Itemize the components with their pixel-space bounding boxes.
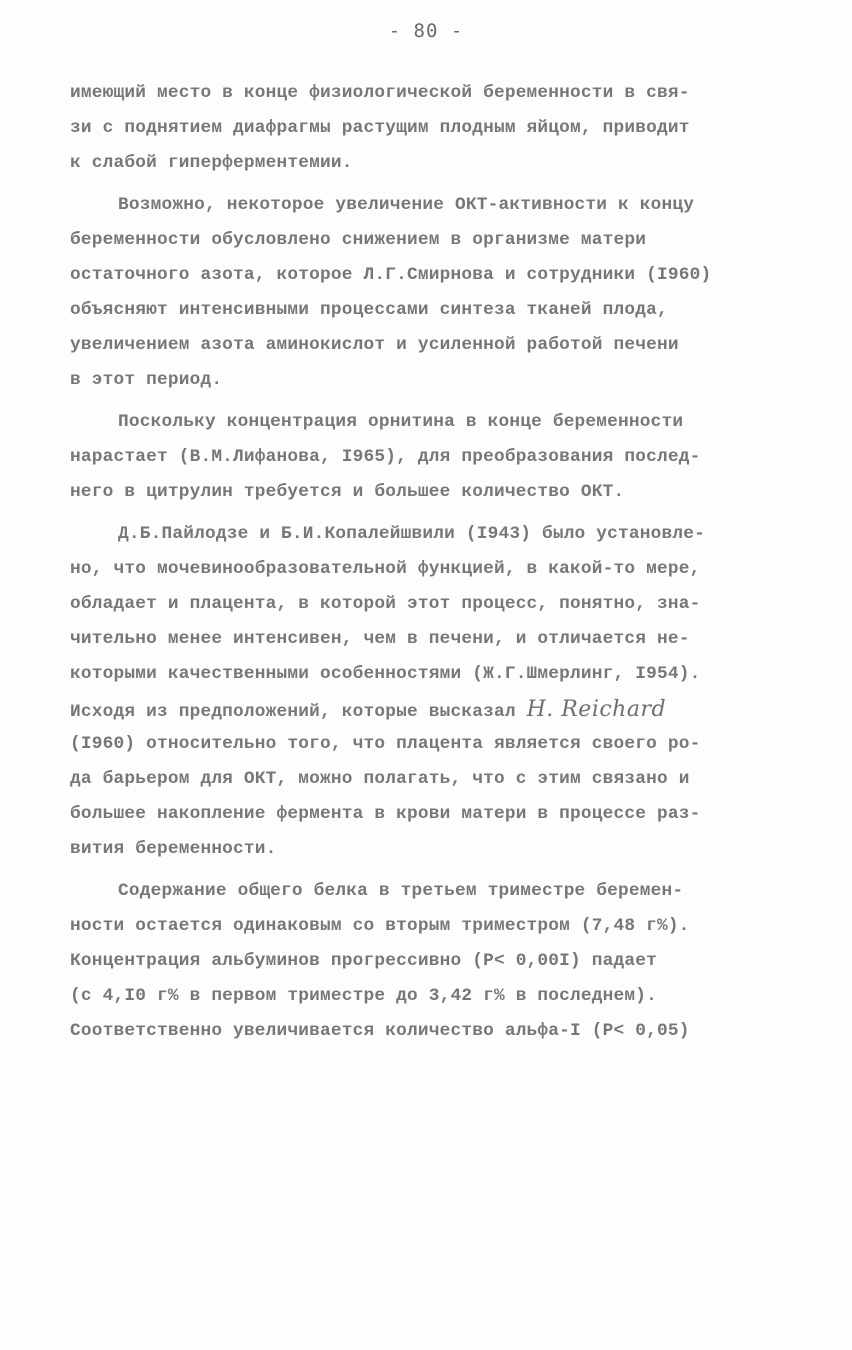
text-line: Д.Б.Пайлодзе и Б.И.Копалейшвили (I943) было установле- [118,524,706,544]
text-line-with-signature [70,692,790,727]
text-line: имеющий место в конце физиологической беременности в свя- [70,83,690,103]
text-line: к слабой гиперферментемии. [70,153,353,173]
text-line: но, что мочевинообразовательной функцией, в какой-то мере, [70,559,701,579]
text-line: большее накопление фермента в крови матери в процессе раз- [70,804,701,824]
text-line: Поскольку концентрация орнитина в конце беременности [118,412,684,432]
text-line: увеличением азота аминокислот и усиленной работой печени [70,335,679,355]
text-line: (с 4,I0 г% в первом триместре до 3,42 г% в последнем). [70,986,658,1006]
text-line: да барьером для ОКТ, можно полагать, что с этим связано и [70,769,690,789]
text-line: Содержание общего белка в третьем триместре беремен- [118,881,684,901]
text-line: ности остается одинаковым со вторым триместром (7,48 г%). [70,916,690,936]
text-line: нарастает (В.М.Лифанова, I965), для преобразования послед- [70,447,701,467]
body-text [70,76,790,1049]
text-line-start: Исходя из предположений, которые высказал [70,702,527,722]
handwritten-name: H. Reichard [526,697,667,722]
text-line: беременности обусловлено снижением в организме матери [70,230,647,250]
text-line: которыми качественными особенностями (Ж.Г.Шмерлинг, I954). [70,664,701,684]
text-line: Соответственно увеличивается количество альфа-I (P< 0,05) [70,1021,690,1041]
text-line: зи с поднятием диафрагмы растущим плодным яйцом, приводит [70,118,690,138]
text-line: остаточного азота, которое Л.Г.Смирнова и сотрудники (I960) [70,265,712,285]
text-line: вития беременности. [70,839,277,859]
text-line: объясняют интенсивными процессами синтеза тканей плода, [70,300,668,320]
text-line: него в цитрулин требуется и большее количество ОКТ. [70,482,625,502]
text-line: чительно менее интенсивен, чем в печени, и отличается не- [70,629,690,649]
text-line: Возможно, некоторое увеличение ОКТ-активности к концу [118,195,695,215]
page-number: - 80 - [388,20,464,42]
text-line: обладает и плацента, в которой этот процесс, понятно, зна- [70,594,701,614]
text-line: Концентрация альбуминов прогрессивно (P< 0,00I) падает [70,951,658,971]
text-line: в этот период. [70,370,223,390]
text-line: (I960) относительно того, что плацента является своего ро- [70,734,701,754]
